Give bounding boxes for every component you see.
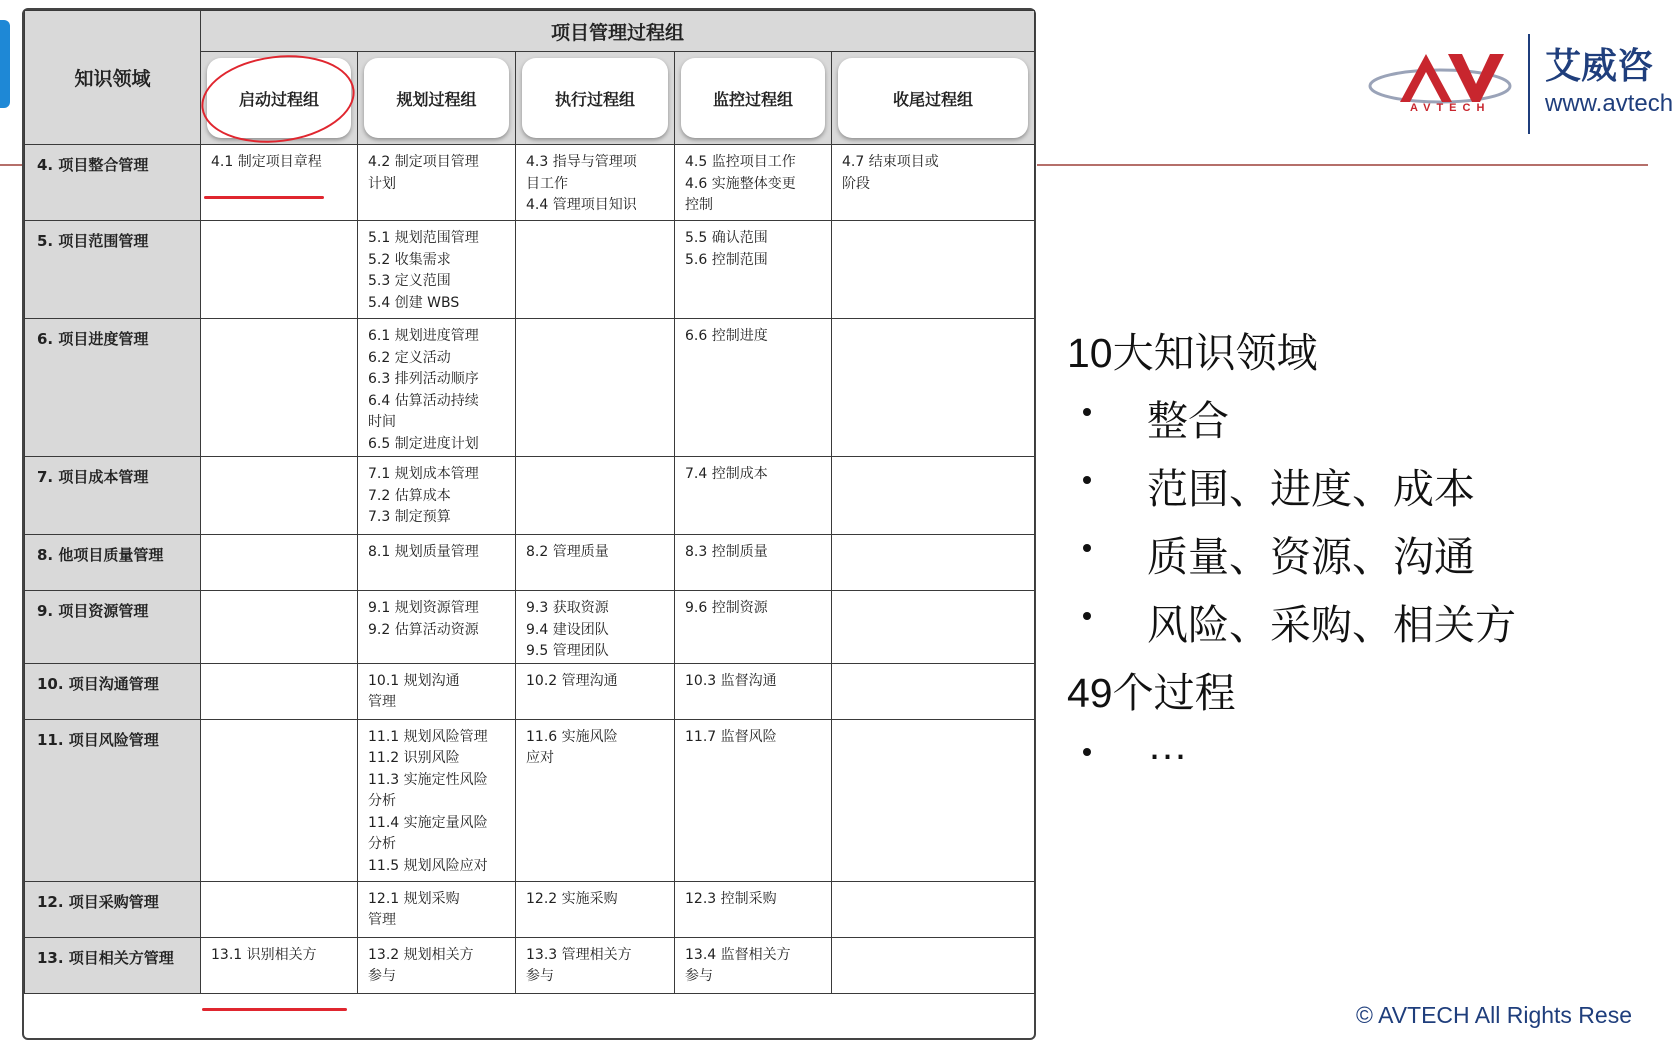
underline-mark-13-1: [202, 1008, 347, 1011]
process-line: 9.2 估算活动资源: [368, 621, 479, 638]
knowledge-area-cell: 6. 项目进度管理: [25, 319, 201, 457]
table-row: [25, 937, 1035, 993]
process-line: 计划: [368, 175, 396, 192]
knowledge-area-cell: 5. 项目范围管理: [25, 221, 201, 319]
process-line: 参与: [368, 968, 396, 984]
process-line: 4.2 制定项目管理: [368, 154, 479, 170]
table-row: [25, 221, 1035, 319]
process-line: 4.4 管理项目知识: [526, 197, 637, 213]
process-cell: [358, 221, 516, 319]
process-cell: [832, 319, 1035, 457]
process-cell: [358, 145, 516, 221]
phase-header-label: 启动过程组: [238, 89, 319, 109]
process-line: 4.7 结束项目或: [842, 154, 939, 170]
phase-header-cell: [675, 52, 832, 145]
process-line: 12.2 实施采购: [526, 890, 618, 907]
phase-header-box: [364, 58, 509, 138]
process-line: 7.4 控制成本: [685, 466, 768, 482]
phase-header-box: [838, 58, 1028, 138]
process-line: 应对: [526, 750, 554, 766]
table-row: [25, 457, 1035, 535]
process-line: 5.5 确认范围: [685, 230, 768, 246]
phase-header-box: [522, 58, 668, 138]
process-cell: [516, 719, 675, 881]
knowledge-area-cell: 11. 项目风险管理: [25, 719, 201, 881]
process-line: 6.4 估算活动持续: [368, 392, 479, 409]
bullet-dot: [1083, 408, 1091, 416]
process-line: 13.1 识别相关方: [211, 946, 317, 963]
process-cell: [516, 881, 675, 937]
phase-header-cell: [201, 52, 358, 145]
process-line: 5.4 创建 WBS: [368, 294, 460, 311]
process-cell: [832, 221, 1035, 319]
process-cell: [358, 937, 516, 993]
process-cell: [201, 663, 358, 719]
process-cell: [832, 937, 1035, 993]
process-cell: [516, 221, 675, 319]
process-line: 9.6 控制资源: [685, 600, 768, 616]
process-cell: [201, 881, 358, 937]
process-matrix-table: [22, 8, 1036, 1040]
process-cell: [832, 591, 1035, 664]
process-cell: [358, 591, 516, 664]
bullet-dot: [1083, 612, 1091, 620]
bullet-item-ellipsis: …: [1147, 722, 1188, 768]
bullet-dot: [1083, 476, 1091, 484]
process-line: 12.3 控制采购: [685, 890, 777, 907]
side-tab-accent: [0, 20, 10, 108]
process-cell: [675, 663, 832, 719]
bullet-heading-knowledge-areas: 10大知识领域: [1067, 330, 1318, 376]
process-line: 13.3 管理相关方: [526, 946, 632, 963]
process-line: 8.1 规划质量管理: [368, 544, 479, 560]
phase-header-label: 监控过程组: [712, 89, 793, 109]
bullet-item: 质量、资源、沟通: [1147, 534, 1475, 580]
process-line: 11.2 识别风险: [368, 750, 460, 766]
process-line: 10.3 监督沟通: [685, 672, 777, 689]
underline-mark-4-1: [204, 196, 324, 199]
process-line: 6.6 控制进度: [685, 328, 768, 344]
process-cell: [516, 457, 675, 535]
process-cell: [201, 221, 358, 319]
table-row: [25, 663, 1035, 719]
process-cell: [358, 663, 516, 719]
process-line: 分析: [368, 836, 396, 852]
process-cell: [675, 591, 832, 664]
process-cell: [201, 937, 358, 993]
process-cell: [675, 319, 832, 457]
process-line: 参与: [526, 968, 554, 984]
process-line: 6.2 定义活动: [368, 349, 451, 366]
process-line: 目工作: [526, 175, 568, 192]
process-cell: [201, 145, 358, 221]
process-cell: [832, 881, 1035, 937]
process-cell: [516, 937, 675, 993]
process-line: 12.1 规划采购: [368, 890, 460, 907]
process-cell: [516, 145, 675, 221]
process-line: 11.3 实施定性风险: [368, 771, 488, 788]
process-line: 4.5 监控项目工作: [685, 154, 796, 170]
process-line: 阶段: [842, 175, 870, 192]
process-cell: [832, 719, 1035, 881]
process-line: 管理: [368, 912, 396, 928]
knowledge-area-cell: 12. 项目采购管理: [25, 881, 201, 937]
phase-header-cell: [358, 52, 516, 145]
process-cell: [358, 881, 516, 937]
process-cell: [832, 535, 1035, 591]
process-cell: [675, 457, 832, 535]
copyright-footer: © AVTECH All Rights Rese: [1356, 1002, 1632, 1028]
process-line: 参与: [685, 968, 713, 984]
process-line: 13.2 规划相关方: [368, 946, 474, 963]
process-cell: [358, 319, 516, 457]
process-line: 7.1 规划成本管理: [368, 466, 479, 482]
process-cell: [675, 145, 832, 221]
process-line: 4.1 制定项目章程: [211, 154, 322, 170]
bullet-dot: [1083, 748, 1091, 756]
process-group-header: 项目管理过程组: [201, 11, 1035, 52]
process-cell: [832, 145, 1035, 221]
process-cell: [201, 535, 358, 591]
process-line: 控制: [685, 197, 713, 213]
process-cell: [201, 719, 358, 881]
process-line: 分析: [368, 793, 396, 809]
table-row: [25, 319, 1035, 457]
process-line: 11.6 实施风险: [526, 728, 618, 745]
process-line: 7.2 估算成本: [368, 487, 451, 504]
process-cell: [201, 591, 358, 664]
process-cell: [201, 319, 358, 457]
phase-header-label: 规划过程组: [396, 89, 477, 109]
phase-header-label: 收尾过程组: [893, 89, 974, 109]
process-line: 11.1 规划风险管理: [368, 728, 488, 745]
process-line: 6.1 规划进度管理: [368, 328, 479, 344]
process-cell: [201, 457, 358, 535]
process-line: 10.2 管理沟通: [526, 672, 618, 689]
logo-divider: [1528, 34, 1530, 134]
table-row: [25, 591, 1035, 664]
process-line: 9.3 获取资源: [526, 600, 609, 616]
table-row: [25, 881, 1035, 937]
process-cell: [675, 221, 832, 319]
process-line: 11.5 规划风险应对: [368, 857, 488, 874]
process-cell: [675, 937, 832, 993]
process-cell: [358, 719, 516, 881]
phase-header-label: 执行过程组: [554, 89, 635, 109]
knowledge-area-header: 知识领域: [25, 11, 201, 145]
bullet-heading-processes: 49个过程: [1067, 670, 1236, 716]
process-line: 5.3 定义范围: [368, 273, 451, 289]
process-cell: [358, 457, 516, 535]
knowledge-area-cell: 7. 项目成本管理: [25, 457, 201, 535]
process-cell: [675, 881, 832, 937]
process-line: 10.1 规划沟通: [368, 672, 460, 689]
phase-header-cell: [832, 52, 1035, 145]
process-cell: [516, 535, 675, 591]
process-line: 8.3 控制质量: [685, 544, 768, 560]
logo-av-wordmark: AVTECH: [1410, 102, 1491, 114]
process-line: 5.2 收集需求: [368, 251, 451, 268]
process-cell: [832, 663, 1035, 719]
process-line: 5.6 控制范围: [685, 251, 768, 268]
process-cell: [516, 319, 675, 457]
process-line: 8.2 管理质量: [526, 544, 609, 560]
knowledge-area-cell: 13. 项目相关方管理: [25, 937, 201, 993]
process-line: 7.3 制定预算: [368, 509, 451, 525]
av-logo-mark: [1370, 40, 1520, 110]
process-line: 9.4 建设团队: [526, 621, 609, 638]
process-cell: [675, 535, 832, 591]
title-rule-right: [1037, 164, 1648, 166]
process-line: 6.5 制定进度计划: [368, 435, 479, 452]
phase-header-box: [681, 58, 825, 138]
bullet-item: 风险、采购、相关方: [1147, 602, 1516, 648]
bullet-item: 范围、进度、成本: [1147, 466, 1475, 512]
avtech-logo: [1370, 34, 1673, 144]
table-row: [25, 145, 1035, 221]
process-line: 9.1 规划资源管理: [368, 600, 479, 616]
table-row: [25, 719, 1035, 881]
bullet-dot: [1083, 544, 1091, 552]
process-line: 6.3 排列活动顺序: [368, 371, 479, 387]
process-line: 管理: [368, 694, 396, 710]
process-line: 时间: [368, 414, 396, 430]
process-line: 4.6 实施整体变更: [685, 175, 796, 192]
bullet-item: 整合: [1147, 398, 1229, 444]
process-cell: [516, 663, 675, 719]
title-rule-left: [0, 164, 22, 166]
phase-header-cell: [516, 52, 675, 145]
process-line: 13.4 监督相关方: [685, 946, 791, 963]
process-cell: [832, 457, 1035, 535]
table-row: [25, 535, 1035, 591]
logo-url: www.avtech: [1545, 90, 1673, 117]
process-line: 11.7 监督风险: [685, 728, 777, 745]
process-line: 11.4 实施定量风险: [368, 814, 488, 831]
process-cell: [516, 591, 675, 664]
process-line: 4.3 指导与管理项: [526, 154, 637, 170]
process-line: 9.5 管理团队: [526, 643, 609, 659]
process-cell: [358, 535, 516, 591]
knowledge-area-cell: 8. 他项目质量管理: [25, 535, 201, 591]
process-line: 5.1 规划范围管理: [368, 230, 479, 246]
knowledge-area-cell: 4. 项目整合管理: [25, 145, 201, 221]
knowledge-area-cell: 9. 项目资源管理: [25, 591, 201, 664]
phase-header-box: [207, 58, 351, 138]
process-cell: [675, 719, 832, 881]
knowledge-area-cell: 10. 项目沟通管理: [25, 663, 201, 719]
logo-brand-cn: 艾威咨: [1545, 46, 1654, 87]
